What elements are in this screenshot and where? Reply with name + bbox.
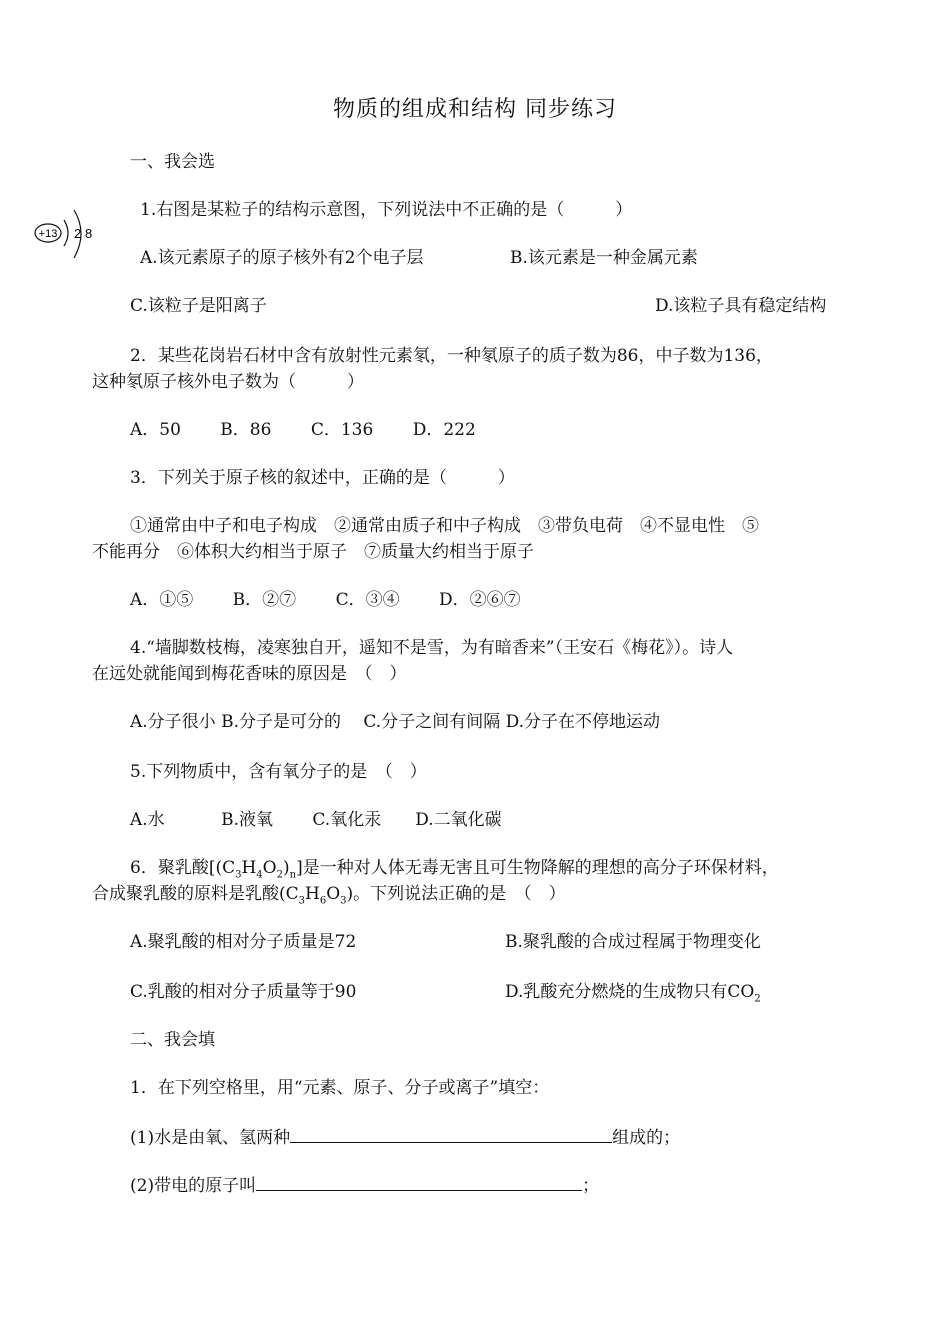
q1-stem: 1.右图是某粒子的结构示意图，下列说法中不正确的是（ ）: [140, 200, 633, 220]
q5-options: A.水 B.液氧 C.氧化汞 D.二氧化碳: [130, 810, 502, 830]
q4-stem-line2: 在远处就能闻到梅花香味的原因是 （ ）: [92, 664, 407, 684]
q6-option-b: B.聚乳酸的合成过程属于物理变化: [505, 932, 761, 952]
q1-option-c: C.该粒子是阳离子: [130, 296, 267, 316]
q2-options: A．50 B．86 C．136 D．222: [130, 420, 476, 440]
q3-stem: 3．下列关于原子核的叙述中，正确的是（ ）: [130, 468, 515, 488]
q3-statements-line2: 不能再分 ⑥体积大约相当于原子 ⑦质量大约相当于原子: [92, 542, 534, 562]
q6-stem-line2: 合成聚乳酸的原料是乳酸$(C_3H_6O_3)$。下列说法正确的是 （ ）: [92, 884, 566, 907]
q1-option-a: A.该元素原子的原子核外有2个电子层: [140, 248, 424, 268]
q2-stem-line2: 这种氡原子核外电子数为（ ）: [92, 372, 364, 392]
shell-1-electrons: 2: [74, 226, 82, 241]
page-title: 物质的组成和结构 同步练习: [333, 97, 617, 122]
section-heading-choice: 一、我会选: [130, 152, 215, 172]
q3-options: A．①⑤ B．②⑦ C．③④ D．②⑥⑦: [130, 590, 521, 610]
answer-blank-2[interactable]: [256, 1172, 582, 1191]
q6-option-d: D.乳酸充分燃烧的生成物只有$CO_2$: [505, 982, 761, 1005]
shell-2-electrons: 8: [85, 226, 93, 241]
f1-part2: (2)带电的原子叫 ；: [130, 1172, 599, 1198]
section-heading-fill: 二、我会填: [130, 1030, 215, 1050]
f1-part1: (1)水是由氧、氢两种 组成的；: [130, 1124, 680, 1150]
q5-stem: 5.下列物质中，含有氧分子的是 （ ）: [130, 762, 427, 782]
atom-structure-diagram: [30, 200, 102, 272]
q1-option-b: B.该元素是一种金属元素: [510, 248, 698, 268]
q4-options: A.分子很小 B.分子是可分的 C.分子之间有间隔 D.分子在不停地运动: [130, 712, 661, 732]
q3-statements-line1: ①通常由中子和电子构成 ②通常由质子和中子构成 ③带负电荷 ④不显电性 ⑤: [130, 516, 759, 536]
q4-stem-line1: 4.“墙脚数枝梅，凌寒独自开，遥知不是雪，为有暗香来”（王安石《梅花》）。诗人: [130, 638, 734, 658]
q6-stem-line1: 6．聚乳酸$[(C_3H_4O_2)_n]$是一种对人体无毒无害且可生物降解的理想的高分子环保材料，: [130, 858, 779, 881]
nucleus-charge: +13: [38, 228, 58, 240]
f1-stem: 1．在下列空格里，用“元素、原子、分子或离子”填空：: [130, 1078, 550, 1098]
q2-stem-line1: 2．某些花岗岩石材中含有放射性元素氡，一种氡原子的质子数为86，中子数为136，: [130, 346, 773, 366]
q6-option-a: A.聚乳酸的相对分子质量是72: [130, 932, 357, 952]
q1-option-d: D.该粒子具有稳定结构: [655, 296, 827, 316]
answer-blank-1[interactable]: [290, 1124, 612, 1143]
q6-option-c: C.乳酸的相对分子质量等于90: [130, 982, 357, 1002]
electron-shell-1-arc: [64, 220, 68, 246]
